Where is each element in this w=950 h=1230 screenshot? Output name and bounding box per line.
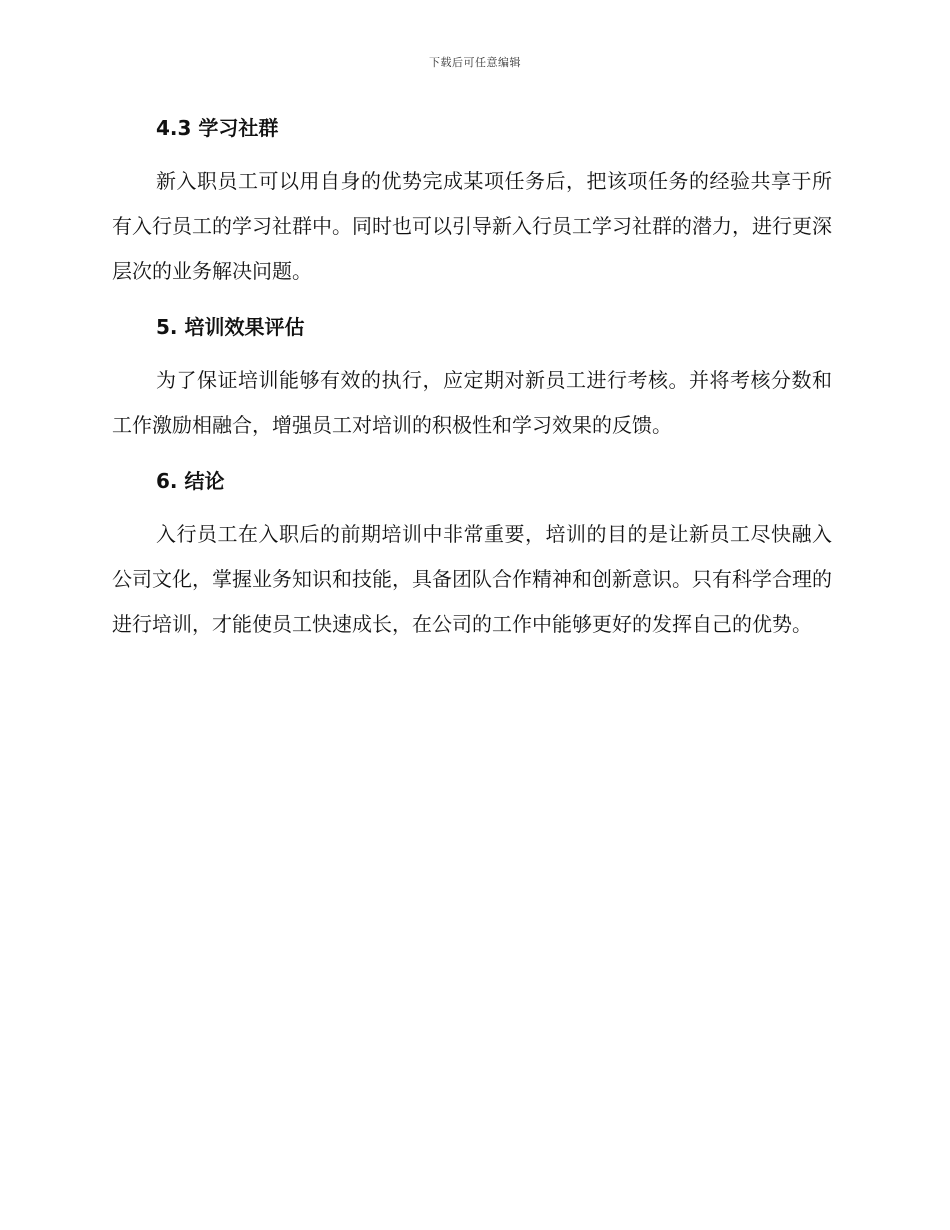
section-heading-conclusion: 6. 结论 bbox=[156, 469, 225, 493]
section-heading-learning-community: 4.3 学习社群 bbox=[156, 116, 279, 140]
spacer bbox=[112, 347, 832, 358]
spacer bbox=[112, 294, 832, 307]
section-heading-training-evaluation: 5. 培训效果评估 bbox=[156, 315, 305, 339]
spacer bbox=[112, 148, 832, 159]
page-header-note: 下载后可任意编辑 bbox=[429, 56, 521, 69]
section-paragraph-training-evaluation: 为了保证培训能够有效的执行，应定期对新员工进行考核。并将考核分数和工作激励相融合，增强员工对培训的积极性和学习效果的反馈。 bbox=[112, 368, 832, 437]
section-paragraph-learning-community: 新入职员工可以用自身的优势完成某项任务后，把该项任务的经验共享于所有入行员工的学习社群中。同时也可以引导新入行员工学习社群的潜力，进行更深层次的业务解决问题。 bbox=[112, 169, 832, 283]
section-paragraph-conclusion: 入行员工在入职后的前期培训中非常重要，培训的目的是让新员工尽快融入公司文化，掌握业务知识和技能，具备团队合作精神和创新意识。只有科学合理的进行培训，才能使员工快速成长，在公司的工作中能够更好的发挥自己的优势。 bbox=[112, 522, 832, 636]
spacer bbox=[112, 501, 832, 512]
document-body bbox=[112, 108, 832, 647]
spacer bbox=[112, 448, 832, 461]
